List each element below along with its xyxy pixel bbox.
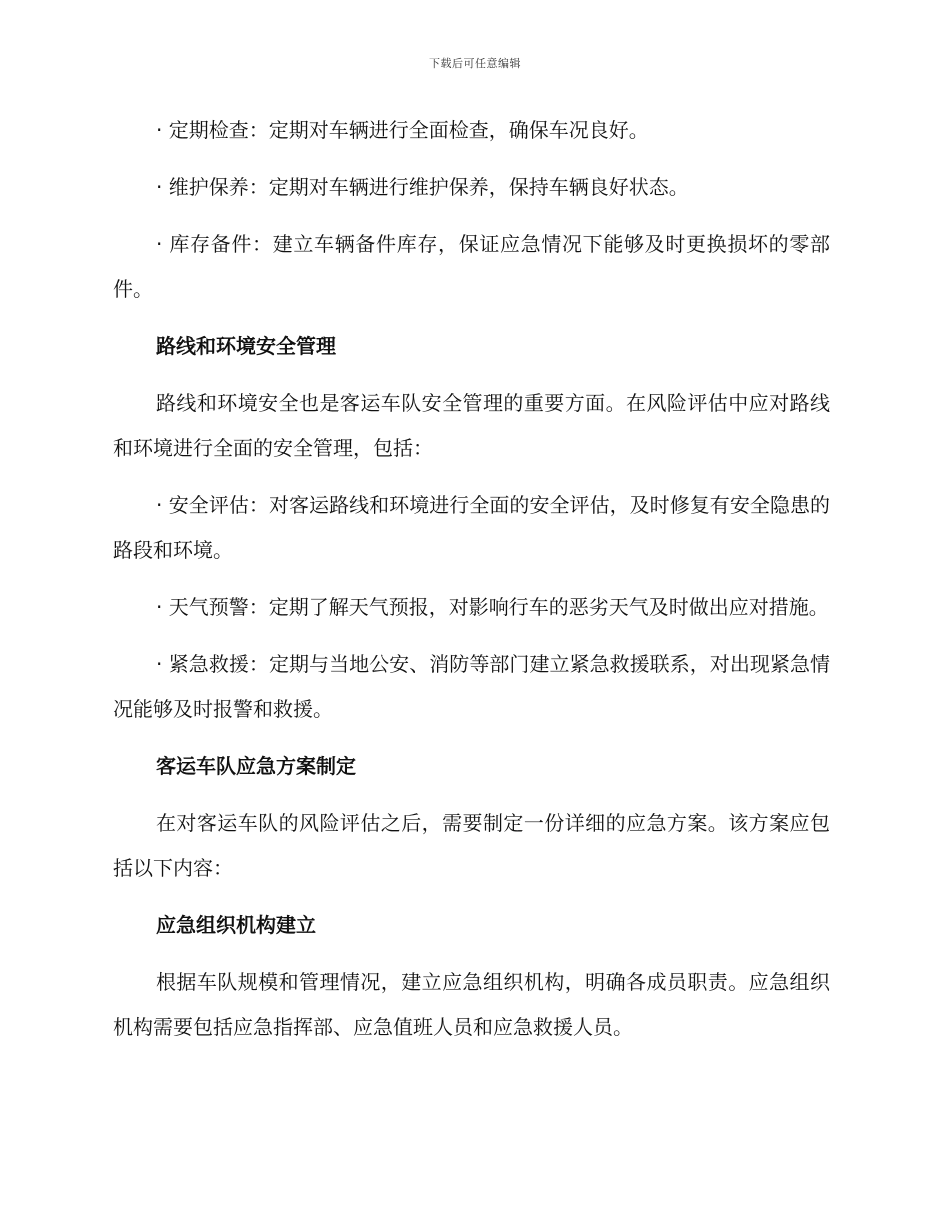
document-body — [113, 108, 830, 1062]
section-heading: 路线和环境安全管理 — [156, 334, 336, 358]
section-heading: 应急组织机构建立 — [156, 913, 316, 937]
body-paragraph: 路线和环境安全也是客运车队安全管理的重要方面。在风险评估中应对路线和环境进行全面的安全管理，包括： — [113, 391, 830, 460]
section-heading: 客运车队应急方案制定 — [156, 754, 356, 778]
bullet-paragraph: · 紧急救援：定期与当地公安、消防等部门建立紧急救援联系，对出现紧急情况能够及时报警和救援。 — [113, 652, 830, 721]
bullet-paragraph: · 维护保养：定期对车辆进行维护保养，保持车辆良好状态。 — [156, 175, 689, 199]
page-header: 下载后可任意编辑 — [429, 57, 521, 70]
body-paragraph: 根据车队规模和管理情况，建立应急组织机构，明确各成员职责。应急组织机构需要包括应急指挥部、应急值班人员和应急救援人员。 — [113, 970, 830, 1039]
bullet-paragraph: · 安全评估：对客运路线和环境进行全面的安全评估，及时修复有安全隐患的路段和环境。 — [113, 493, 830, 562]
bullet-paragraph: · 天气预警：定期了解天气预报，对影响行车的恶劣天气及时做出应对措施。 — [156, 595, 829, 619]
bullet-paragraph: · 库存备件：建立车辆备件库存，保证应急情况下能够及时更换损坏的零部件。 — [113, 232, 830, 301]
body-paragraph: 在对客运车队的风险评估之后，需要制定一份详细的应急方案。该方案应包括以下内容： — [113, 811, 830, 880]
bullet-paragraph: · 定期检查：定期对车辆进行全面检查，确保车况良好。 — [156, 118, 649, 142]
